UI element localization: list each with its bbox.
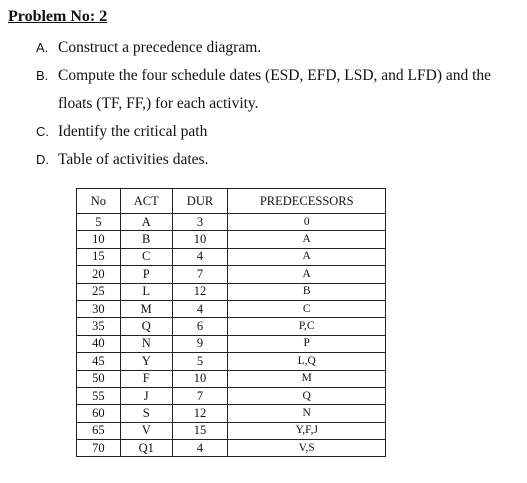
task-item-c bbox=[36, 118, 521, 146]
cell-no: 35 bbox=[77, 318, 121, 335]
task-item-d bbox=[36, 146, 521, 174]
task-letter: C. bbox=[36, 124, 49, 139]
table-row bbox=[77, 405, 386, 422]
cell-predecessors: A bbox=[228, 231, 386, 248]
cell-dur: 5 bbox=[172, 353, 228, 370]
header-dur: DUR bbox=[172, 189, 228, 214]
table-row bbox=[77, 266, 386, 283]
cell-dur: 12 bbox=[172, 283, 228, 300]
cell-act: J bbox=[120, 387, 172, 404]
cell-act: C bbox=[120, 248, 172, 265]
cell-act: Q bbox=[120, 318, 172, 335]
cell-no: 50 bbox=[77, 370, 121, 387]
cell-predecessors: Y,F,J bbox=[228, 422, 386, 439]
cell-predecessors: C bbox=[228, 300, 386, 317]
table-row bbox=[77, 422, 386, 439]
header-no: No bbox=[77, 189, 121, 214]
cell-dur: 7 bbox=[172, 266, 228, 283]
table-row bbox=[77, 231, 386, 248]
cell-act: S bbox=[120, 405, 172, 422]
cell-no: 70 bbox=[77, 440, 121, 457]
cell-no: 45 bbox=[77, 353, 121, 370]
table-header-row bbox=[77, 189, 386, 214]
cell-no: 30 bbox=[77, 300, 121, 317]
cell-predecessors: P bbox=[228, 335, 386, 352]
task-letter: A. bbox=[36, 40, 49, 55]
cell-dur: 15 bbox=[172, 422, 228, 439]
cell-predecessors: B bbox=[228, 283, 386, 300]
cell-predecessors: 0 bbox=[228, 214, 386, 231]
cell-predecessors: P,C bbox=[228, 318, 386, 335]
table-row bbox=[77, 335, 386, 352]
cell-act: L bbox=[120, 283, 172, 300]
task-text: Table of activities dates. bbox=[58, 151, 209, 168]
task-text: Compute the four schedule dates (ESD, EFD, LSD, and LFD) and the floats (TF, FF,) for each activity. bbox=[58, 67, 492, 112]
task-text: Identify the critical path bbox=[58, 123, 208, 140]
table-row bbox=[77, 214, 386, 231]
cell-no: 5 bbox=[77, 214, 121, 231]
header-predecessors: PREDECESSORS bbox=[228, 189, 386, 214]
table-row bbox=[77, 440, 386, 457]
cell-no: 15 bbox=[77, 248, 121, 265]
cell-act: F bbox=[120, 370, 172, 387]
activities-table bbox=[76, 188, 386, 457]
cell-predecessors: A bbox=[228, 248, 386, 265]
cell-act: B bbox=[120, 231, 172, 248]
task-text: Construct a precedence diagram. bbox=[58, 39, 262, 56]
cell-no: 20 bbox=[77, 266, 121, 283]
cell-dur: 6 bbox=[172, 318, 228, 335]
cell-predecessors: V,S bbox=[228, 440, 386, 457]
cell-predecessors: Q bbox=[228, 387, 386, 404]
cell-no: 60 bbox=[77, 405, 121, 422]
cell-dur: 12 bbox=[172, 405, 228, 422]
cell-dur: 4 bbox=[172, 248, 228, 265]
cell-no: 10 bbox=[77, 231, 121, 248]
cell-act: V bbox=[120, 422, 172, 439]
cell-no: 40 bbox=[77, 335, 121, 352]
cell-act: A bbox=[120, 214, 172, 231]
task-item-b bbox=[36, 62, 521, 118]
header-act: ACT bbox=[120, 189, 172, 214]
cell-act: Q1 bbox=[120, 440, 172, 457]
cell-dur: 10 bbox=[172, 231, 228, 248]
cell-dur: 10 bbox=[172, 370, 228, 387]
table-row bbox=[77, 353, 386, 370]
task-item-a bbox=[36, 34, 521, 62]
cell-act: Y bbox=[120, 353, 172, 370]
cell-predecessors: L,Q bbox=[228, 353, 386, 370]
cell-dur: 4 bbox=[172, 300, 228, 317]
table-row bbox=[77, 318, 386, 335]
cell-act: N bbox=[120, 335, 172, 352]
cell-dur: 4 bbox=[172, 440, 228, 457]
cell-act: P bbox=[120, 266, 172, 283]
task-letter: D. bbox=[36, 152, 49, 167]
cell-predecessors: N bbox=[228, 405, 386, 422]
cell-no: 25 bbox=[77, 283, 121, 300]
task-list bbox=[36, 34, 521, 174]
cell-dur: 3 bbox=[172, 214, 228, 231]
problem-title: Problem No: 2 bbox=[8, 8, 108, 25]
cell-act: M bbox=[120, 300, 172, 317]
table-row bbox=[77, 283, 386, 300]
cell-predecessors: A bbox=[228, 266, 386, 283]
cell-predecessors: M bbox=[228, 370, 386, 387]
cell-no: 65 bbox=[77, 422, 121, 439]
table-row bbox=[77, 387, 386, 404]
task-letter: B. bbox=[36, 68, 49, 83]
cell-dur: 9 bbox=[172, 335, 228, 352]
table-row bbox=[77, 300, 386, 317]
table-row bbox=[77, 248, 386, 265]
cell-dur: 7 bbox=[172, 387, 228, 404]
cell-no: 55 bbox=[77, 387, 121, 404]
table-row bbox=[77, 370, 386, 387]
